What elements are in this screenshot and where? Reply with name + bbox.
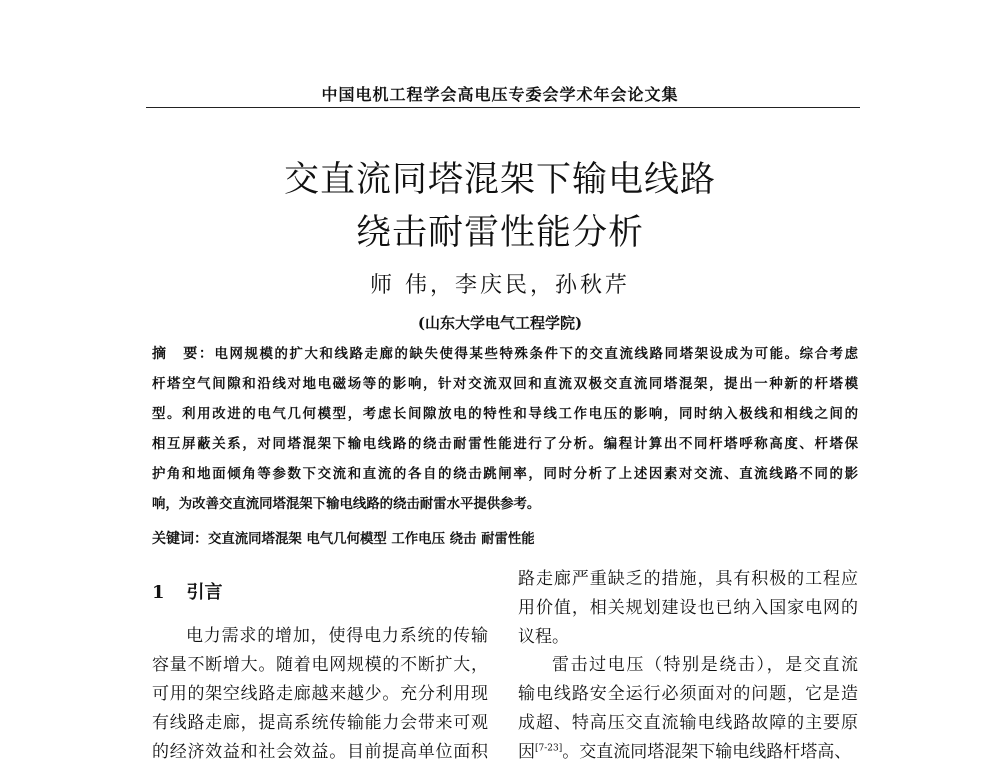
- body-text-line: 用价值，相关规划建设也已纳入国家电网的: [518, 598, 858, 618]
- body-text-line: 议程。: [518, 627, 569, 647]
- body-text-line: 电力需求的增加，使得电力系统的传输: [186, 626, 488, 646]
- abstract-line: 响，为改善交直流同塔混架下输电线路的绕击耐雷水平提供参考。: [152, 496, 541, 512]
- authors: 师 伟，李庆民，孙秋芹: [370, 273, 630, 298]
- header-rule: [146, 107, 860, 108]
- keywords-text: 交直流同塔混架 电气几何模型 工作电压 绕击 耐雷性能: [208, 531, 535, 547]
- abstract-line: 杆塔空气间隙和沿线对地电磁场等的影响，针对交流双回和直流双极交直流同塔混架，提出一种新的杆塔模: [152, 376, 858, 392]
- abstract-line: 型。利用改进的电气几何模型，考虑长间隙放电的特性和导线工作电压的影响，同时纳入极线和相线之间的: [152, 406, 858, 422]
- body-text-line: 雷击过电压（特别是绕击），是交直流: [552, 655, 858, 675]
- body-text-line: 可用的架空线路走廊越来越少。充分利用现: [152, 684, 488, 704]
- abstract-line: 摘 要：电网规模的扩大和线路走廊的缺失使得某些特殊条件下的交直流线路同塔架设成为可能。综合考虑: [152, 346, 858, 362]
- body-text-line: 成超、特高压交直流输电线路故障的主要原: [518, 713, 858, 733]
- abstract-line: 护角和地面倾角等参数下交流和直流的各自的绕击跳闸率，同时分析了上述因素对交流、直流线路不同的影: [152, 466, 858, 482]
- keywords-label: 关键词：: [152, 531, 208, 547]
- affiliation: (山东大学电气工程学院): [417, 314, 583, 332]
- section-heading: 1 引言: [152, 582, 223, 603]
- paper-title-line-2: 绕击耐雷性能分析: [355, 213, 644, 253]
- keywords: [152, 528, 535, 548]
- abstract-line: 相互屏蔽关系，对同塔混架下输电线路的绕击耐雷性能进行了分析。编程计算出不同杆塔呼称高度、杆塔保: [152, 436, 858, 452]
- citation: [7-23]: [535, 743, 563, 754]
- body-text-line: 有线路走廊，提高系统传输能力会带来可观: [152, 713, 488, 733]
- body-text-line: 的经济效益和社会效益。目前提高单位面积: [152, 742, 488, 762]
- abstract-label: 摘 要：: [152, 346, 215, 362]
- body-text-line: 输电线路安全运行必须面对的问题，它是造: [518, 684, 858, 704]
- body-text-line: 因[7-23]。交直流同塔混架下输电线路杆塔高、: [518, 742, 852, 762]
- running-header: 中国电机工程学会高电压专委会学术年会论文集: [321, 85, 679, 104]
- body-text-line: 容量不断增大。随着电网规模的不断扩大，: [152, 655, 488, 675]
- body-text-line: 路走廊严重缺乏的措施，具有积极的工程应: [518, 569, 858, 589]
- paper-title-line-1: 交直流同塔混架下输电线路: [283, 160, 716, 200]
